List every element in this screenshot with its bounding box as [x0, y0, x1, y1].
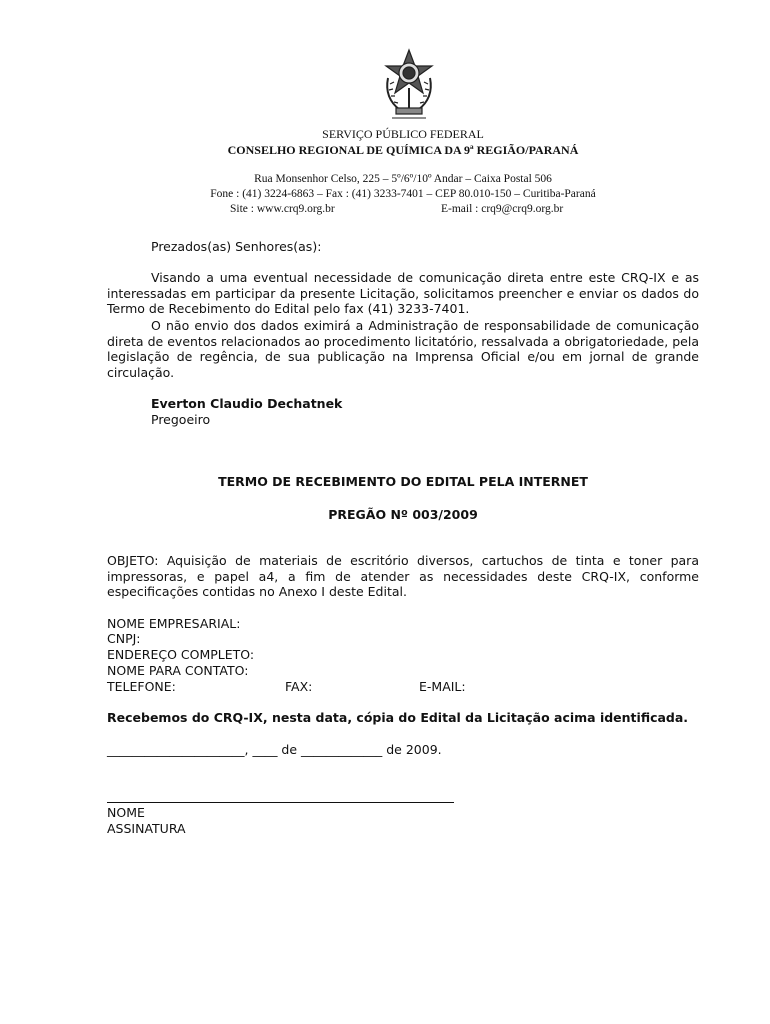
phone-field-label: TELEFONE: [107, 679, 176, 694]
greeting: Prezados(as) Senhores(as): [151, 239, 322, 254]
cnpj-field-label: CNPJ: [107, 631, 141, 646]
signer-name: Everton Claudio Dechatnek [151, 396, 343, 411]
phone-line: Fone : (41) 3224-6863 – Fax : (41) 3233-7401 – CEP 80.010-150 – Curitiba-Paraná [210, 188, 596, 200]
paragraph-disclaimer: O não envio dos dados eximirá a Administração de responsabilidade de comunicação direta de eventos relacionados ao procedimento licitatório, ressalvada a obrigatoriedade, pela legislação de regência, de sua publicação na Imprensa Oficial e/ou em jornal de grande circulação. [107, 318, 699, 380]
company-field-label: NOME EMPRESARIAL: [107, 616, 241, 631]
fax-field-label: FAX: [285, 679, 313, 694]
address-line: Rua Monsenhor Celso, 225 – 5º/6º/10º Andar – Caixa Postal 506 [254, 173, 552, 185]
receipt-statement: Recebemos do CRQ-IX, nesta data, cópia do Edital da Licitação acima identificada. [107, 710, 689, 725]
signature-line [107, 802, 454, 803]
email-field-label: E-MAIL: [419, 679, 466, 694]
coat-of-arms-icon [382, 48, 436, 128]
paragraph-communication: Visando a uma eventual necessidade de comunicação direta entre este CRQ-IX e as interessadas em participar da presente Licitação, solicitamos preencher e enviar os dados do Termo de Recebimento do Edital pelo fax (41) 3233-7401. [107, 270, 699, 317]
email-line: E-mail : crq9@crq9.org.br [441, 203, 564, 215]
term-title: TERMO DE RECEBIMENTO DO EDITAL PELA INTERNET [218, 474, 588, 489]
term-subtitle: PREGÃO Nº 003/2009 [328, 507, 478, 522]
contact-field-label: NOME PARA CONTATO: [107, 663, 249, 678]
signer-role: Pregoeiro [151, 412, 211, 427]
council-heading: CONSELHO REGIONAL DE QUÍMICA DA 9ª REGIÃO/PARANÁ [227, 143, 579, 157]
objeto-paragraph: OBJETO: Aquisição de materiais de escritório diversos, cartuchos de tinta e toner para impressoras, e papel a4, a fim de atender as necessidades deste CRQ-IX, conforme especificações contidas no Anexo I deste Edital. [107, 553, 699, 600]
site-line: Site : www.crq9.org.br [230, 203, 335, 215]
date-line: ______________________, ____ de _____________ de 2009. [107, 742, 442, 757]
service-heading: SERVIÇO PÚBLICO FEDERAL [322, 127, 484, 141]
address-field-label: ENDEREÇO COMPLETO: [107, 647, 255, 662]
name-label: NOME [107, 805, 145, 820]
signature-label: ASSINATURA [107, 821, 186, 836]
